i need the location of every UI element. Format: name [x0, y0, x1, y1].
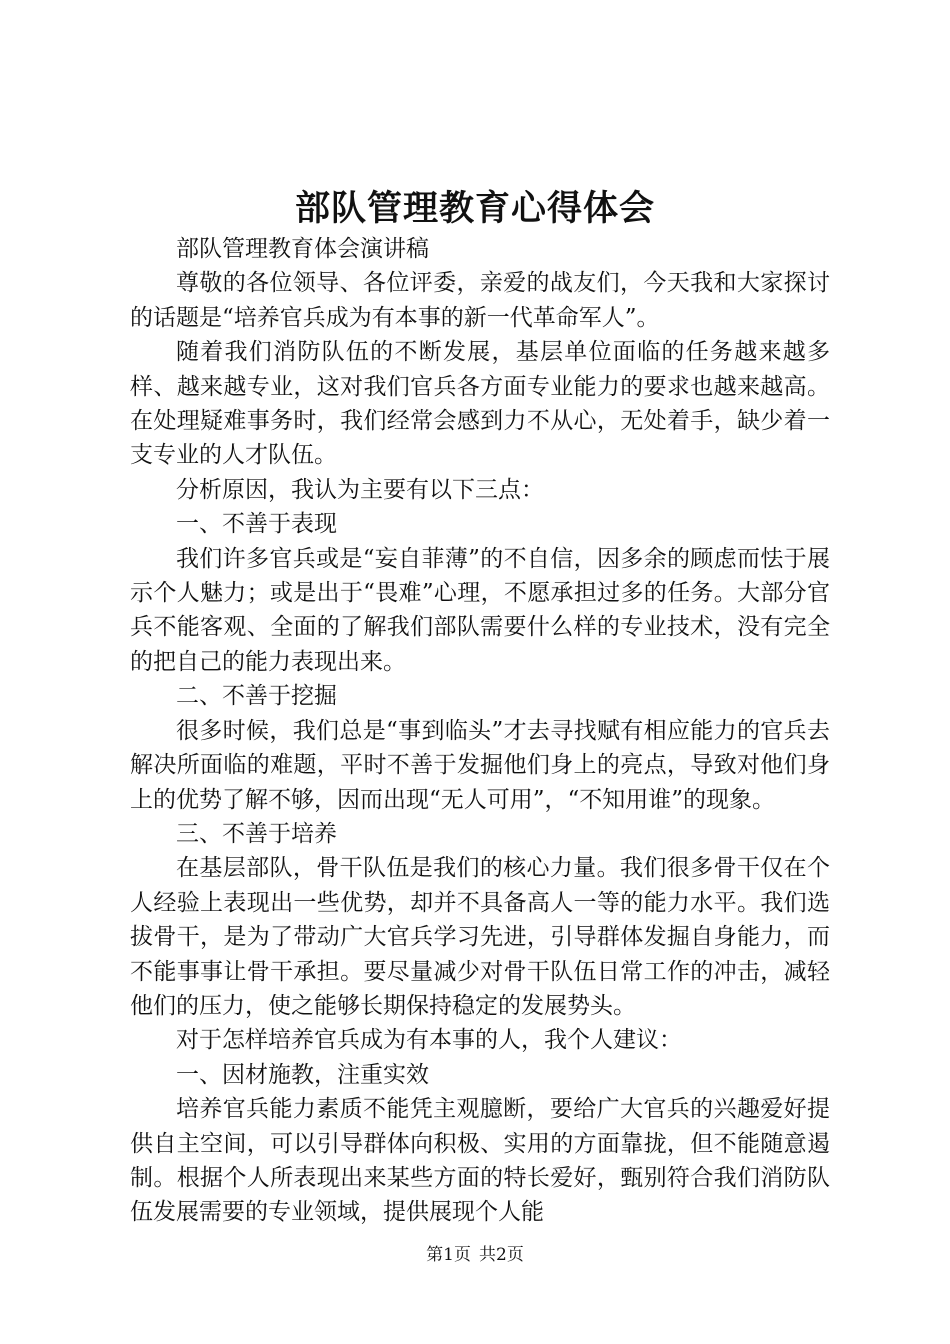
paragraph-suggestion-intro: 对于怎样培养官兵成为有本事的人，我个人建议：	[176, 1027, 682, 1054]
paragraph-section-1: 我们许多官兵或是“妄自菲薄”的不自信，因多余的顾虑而怯于展示个人魅力；或是出于“畏难”心理，不愿承担过多的任务。大部分官兵不能客观、全面的了解我们部队需要什么样的专业技术，没有完全的把自己的能力表现出来。	[130, 545, 830, 675]
document-body	[130, 232, 830, 1230]
section-heading-2: 二、不善于挖掘	[176, 683, 337, 710]
paragraph-background: 随着我们消防队伍的不断发展，基层单位面临的任务越来越多样、越来越专业，这对我们官兵各方面专业能力的要求也越来越高。在处理疑难事务时，我们经常会感到力不从心，无处着手，缺少着一支专业的人才队伍。	[130, 339, 830, 469]
page-number-total: 共2页	[479, 1245, 524, 1265]
page-number-current: 第1页	[426, 1245, 471, 1265]
section-heading-1: 一、不善于表现	[176, 511, 337, 538]
document-title: 部队管理教育心得体会	[294, 188, 655, 229]
paragraph-section-3: 在基层部队，骨干队伍是我们的核心力量。我们很多骨干仅在个人经验上表现出一些优势，却并不具备高人一等的能力水平。我们选拔骨干，是为了带动广大官兵学习先进，引导群体发掘自身能力，而不能事事让骨干承担。要尽量减少对骨干队伍日常工作的冲击，减轻他们的压力，使之能够长期保持稳定的发展势头。	[130, 855, 830, 1019]
paragraph-section-2: 很多时候，我们总是“事到临头”才去寻找赋有相应能力的官兵去解决所面临的难题，平时不善于发掘他们身上的亮点，导致对他们身上的优势了解不够，因而出现“无人可用”，“不知用谁”的现象。	[130, 717, 830, 813]
paragraph-analysis-intro: 分析原因，我认为主要有以下三点：	[176, 476, 544, 503]
section-heading-3: 三、不善于培养	[176, 820, 337, 847]
suggestion-heading-1: 一、因材施教，注重实效	[176, 1061, 429, 1088]
paragraph-suggestion-1: 培养官兵能力素质不能凭主观臆断，要给广大官兵的兴趣爱好提供自主空间，可以引导群体向积极、实用的方面靠拢，但不能随意遏制。根据个人所表现出来某些方面的特长爱好，甄别符合我们消防队伍发展需要的专业领域，提供展现个人能	[130, 1096, 830, 1226]
paragraph-greeting: 尊敬的各位领导、各位评委，亲爱的战友们，今天我和大家探讨的话题是“培养官兵成为有本事的新一代革命军人”。	[130, 270, 830, 331]
page-footer	[0, 1243, 950, 1267]
paragraph-subtitle: 部队管理教育体会演讲稿	[176, 236, 429, 262]
